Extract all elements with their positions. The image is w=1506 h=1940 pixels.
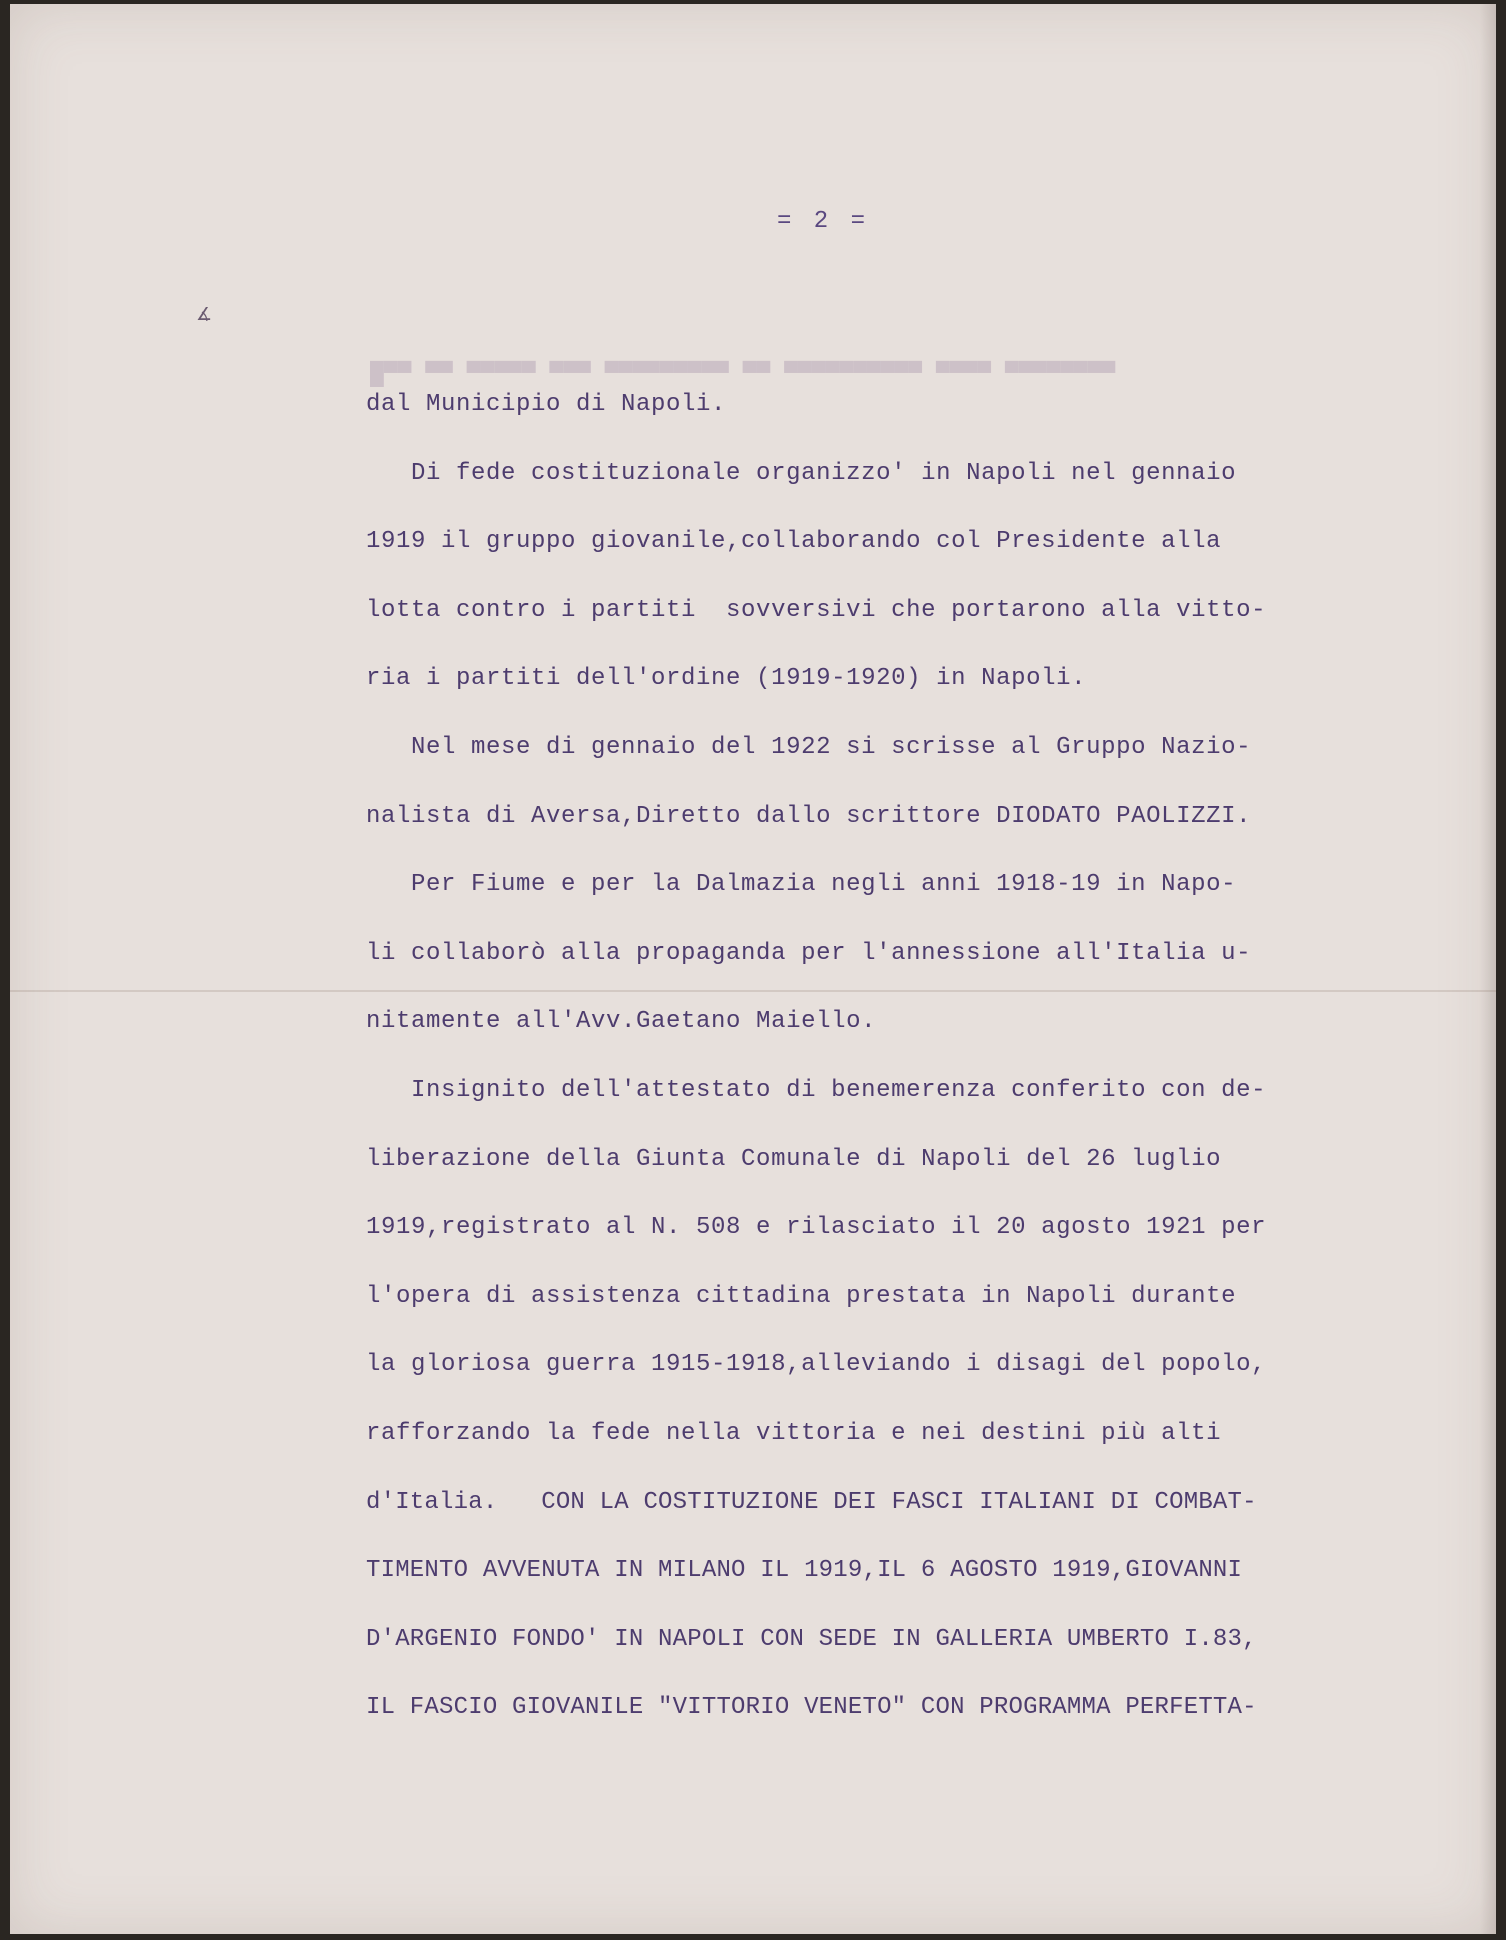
text-line: ria i partiti dell'ordine (1919-1920) in Napoli. [366,665,1087,693]
text-line: dal Municipio di Napoli. [366,391,727,418]
text-line: li collaborò alla propaganda per l'annessione all'Italia u- [366,939,1252,967]
text-line: IL FASCIO GIOVANILE "VITTORIO VENETO" CON PROGRAMMA PERFETTA- [366,1694,1257,1722]
text-line: rafforzando la fede nella vittoria e nei destini più alti [366,1419,1222,1447]
text-line: 1919,registrato al N. 508 e rilasciato il 20 agosto 1921 per [366,1214,1267,1242]
text-line: nalista di Aversa,Diretto dallo scrittore DIODATO PAOLIZZI. [366,802,1252,830]
text-line: Insignito dell'attestato di benemerenza conferito con de- [366,1076,1267,1104]
text-line: d'Italia. CON LA COSTITUZIONE DEI FASCI ITALIANI DI COMBAT- [366,1488,1257,1516]
text-line: TIMENTO AVVENUTA IN MILANO IL 1919,IL 6 AGOSTO 1919,GIOVANNI [366,1557,1243,1585]
document-page [10,4,1496,1934]
margin-pencil-mark: ∡ [196,306,213,326]
page-edge-shadow [1480,4,1496,1934]
page-number: = 2 = [776,208,869,235]
text-line: Per Fiume e per la Dalmazia negli anni 1918-19 in Napo- [366,871,1237,899]
text-line: liberazione della Giunta Comunale di Napoli del 26 luglio [366,1145,1222,1173]
show-through-text: █▀▀ ▀▀ ▀▀▀▀▀ ▀▀▀ ▀▀▀▀▀▀▀▀▀ ▀▀ ▀▀▀▀▀▀▀▀▀▀ ▀▀▀▀ ▀▀▀▀▀▀▀▀ [370,361,1116,387]
text-line: Di fede costituzionale organizzo' in Napoli nel gennaio [366,459,1237,487]
text-line: lotta contro i partiti sovversivi che portarono alla vitto- [366,596,1267,624]
text-line: D'ARGENIO FONDO' IN NAPOLI CON SEDE IN GALLERIA UMBERTO I.83, [366,1625,1257,1653]
text-line: 1919 il gruppo giovanile,collaborando col Presidente alla [366,528,1222,556]
text-line: Nel mese di gennaio del 1922 si scrisse al Gruppo Nazio- [366,733,1252,761]
text-line: nitamente all'Avv.Gaetano Maiello. [366,1008,877,1036]
text-line: la gloriosa guerra 1915-1918,alleviando i disagi del popolo, [366,1351,1267,1379]
text-line: l'opera di assistenza cittadina prestata in Napoli durante [366,1282,1237,1310]
typed-body-text [366,371,1456,1743]
